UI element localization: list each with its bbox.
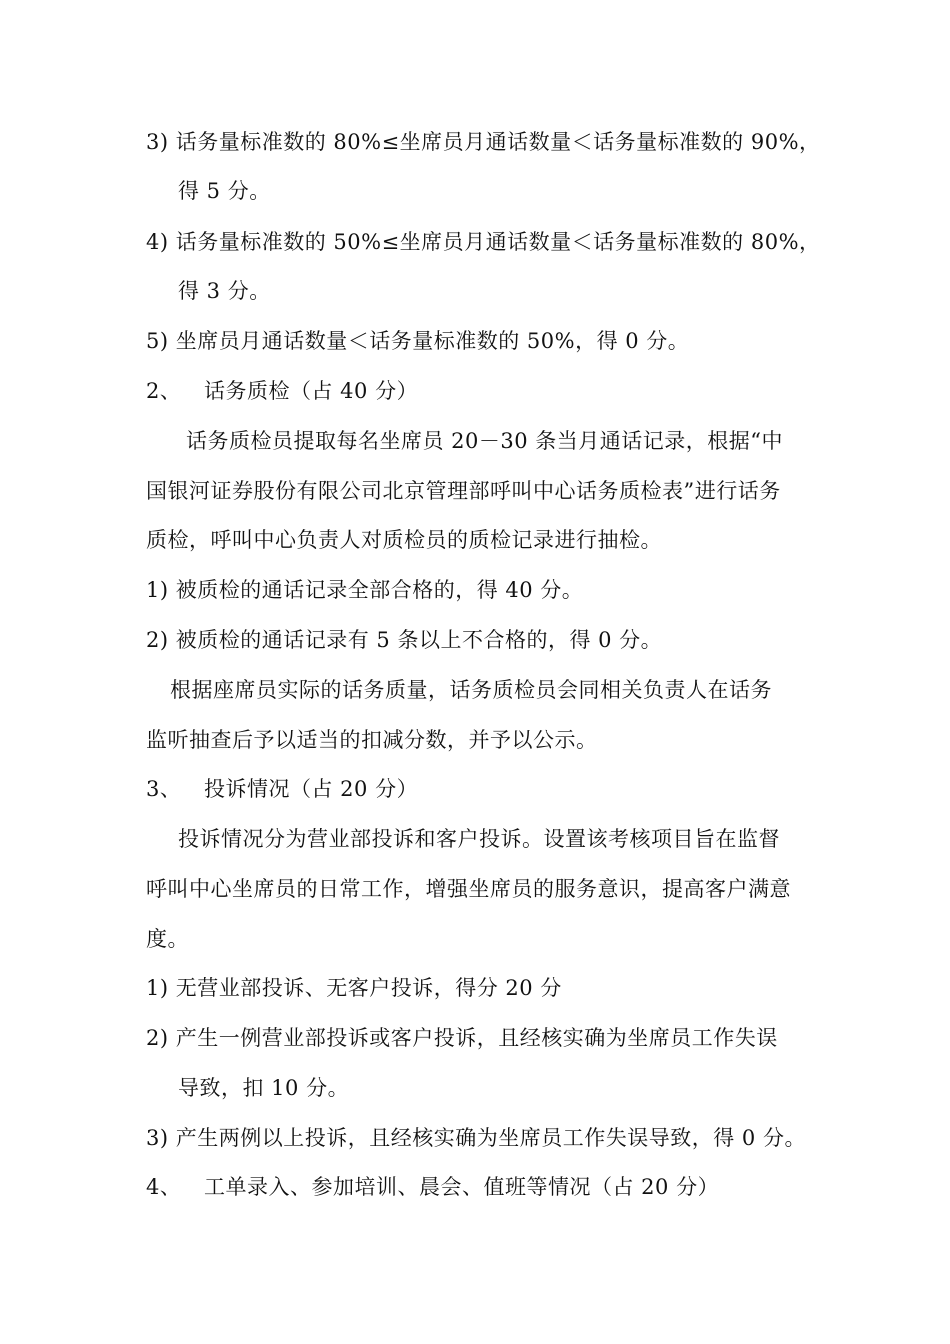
quality-note-line-1: 根据座席员实际的话务质量，话务质检员会同相关负责人在话务 [170, 678, 772, 702]
section-heading-3 [146, 774, 418, 804]
complaint-item-1: 1) 无营业部投诉、无客户投诉，得分 20 分 [146, 976, 562, 1000]
section-heading-4 [146, 1172, 719, 1202]
quality-item-1: 1) 被质检的通话记录全部合格的，得 40 分。 [146, 578, 584, 602]
quality-paragraph-line-1: 话务质检员提取每名坐席员 20－30 条当月通话记录，根据“中 [186, 429, 784, 453]
scoring-item-5: 5) 坐席员月通话数量＜话务量标准数的 50%，得 0 分。 [146, 329, 690, 353]
quality-paragraph-line-3: 质检，呼叫中心负责人对质检员的质检记录进行抽检。 [146, 528, 662, 552]
complaint-item-2-line-1: 2) 产生一例营业部投诉或客户投诉，且经核实确为坐席员工作失误 [146, 1026, 778, 1050]
section-heading-2 [146, 376, 418, 406]
complaint-paragraph-line-1: 投诉情况分为营业部投诉和客户投诉。设置该考核项目旨在监督 [178, 827, 780, 851]
complaint-item-2-line-2: 导致，扣 10 分。 [178, 1076, 350, 1100]
section-number-2: 2、 [146, 379, 182, 403]
section-title-4: 工单录入、参加培训、晨会、值班等情况（占 20 分） [204, 1175, 720, 1199]
complaint-paragraph-line-3: 度。 [146, 927, 189, 951]
section-title-2: 话务质检（占 40 分） [204, 379, 419, 403]
quality-note-line-2: 监听抽查后予以适当的扣减分数，并予以公示。 [146, 728, 598, 752]
complaint-paragraph-line-2: 呼叫中心坐席员的日常工作，增强坐席员的服务意识，提高客户满意 [146, 877, 791, 901]
section-number-3: 3、 [146, 777, 182, 801]
complaint-item-3: 3) 产生两例以上投诉，且经核实确为坐席员工作失误导致，得 0 分。 [146, 1126, 806, 1150]
scoring-item-4-line-1: 4) 话务量标准数的 50%≤坐席员月通话数量＜话务量标准数的 80%， [146, 230, 821, 254]
section-number-4: 4、 [146, 1175, 182, 1199]
quality-item-2: 2) 被质检的通话记录有 5 条以上不合格的，得 0 分。 [146, 628, 663, 652]
scoring-item-3-line-1: 3) 话务量标准数的 80%≤坐席员月通话数量＜话务量标准数的 90%， [146, 130, 821, 154]
scoring-item-3-line-2: 得 5 分。 [178, 179, 271, 203]
scoring-item-4-line-2: 得 3 分。 [178, 279, 271, 303]
section-title-3: 投诉情况（占 20 分） [204, 777, 419, 801]
quality-paragraph-line-2: 国银河证券股份有限公司北京管理部呼叫中心话务质检表”进行话务 [146, 479, 781, 503]
